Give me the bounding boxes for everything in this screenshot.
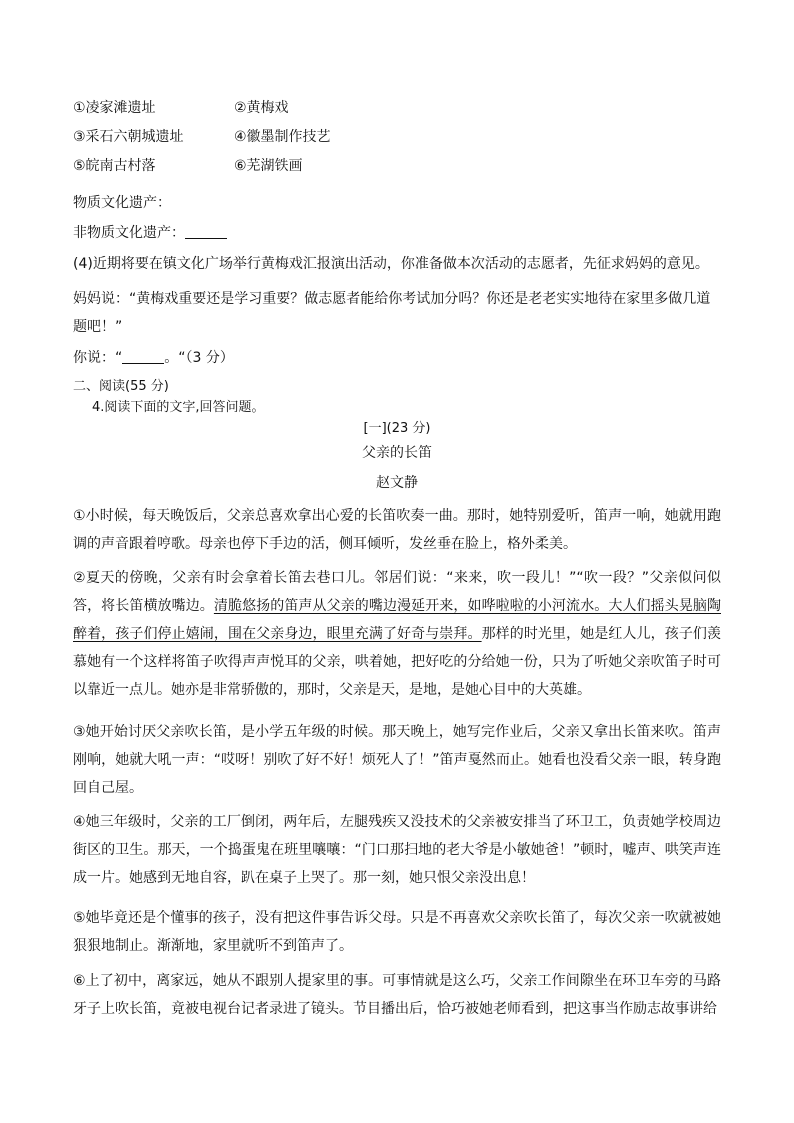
mom-quote-line-1: 妈妈说：“黄梅戏重要还是学习重要？做志愿者能给你考试加分吗？你还是老老实实地待在家里多做几道 (73, 291, 711, 307)
option-2: ②黄梅戏 (234, 100, 289, 116)
reading-instruction: 4.阅读下面的文字,回答问题。 (92, 400, 265, 415)
mom-quote-line-2: 题吧！” (73, 319, 123, 335)
your-answer-prefix: 你说：“ (73, 350, 123, 366)
option-3: ③采石六朝城遗址 (73, 129, 184, 145)
paragraph-5: ⑤她毕竟还是个懂事的孩子，没有把这件事告诉父母。只是不再喜欢父亲吹长笛了，每次父亲一吹就被她狠狠地制止。渐渐地，家里就听不到笛声了。 (73, 910, 721, 954)
paragraph-2-closing: 那样的时光里，她是红人儿，孩子们羡慕她有一个这样将笛子吹得声声悦耳的父亲，哄着她，把好吃的分给她一份，只为了听她父亲吹笛子时可以靠近一点儿。她亦是非常骄傲的，那时，父亲是天，是地，是她心目中的大英雄。 (73, 626, 721, 698)
option-4: ④徽墨制作技艺 (234, 129, 331, 145)
article-author: 赵文静 (376, 475, 418, 491)
paragraph-6: ⑥上了初中，离家远，她从不跟别人提家里的事。可事情就是这么巧，父亲工作间隙坐在环卫车旁的马路牙子上吹长笛，竟被电视台记者录进了镜头。节目播出后，恰巧被她老师看到，把这事当作励志故事讲给 (73, 973, 721, 1017)
paragraph-3: ③她开始讨厌父亲吹长笛，是小学五年级的时候。那天晚上，她写完作业后，父亲又拿出长笛来吹。笛声刚响，她就大吼一声：“哎呀！别吹了好不好！烦死人了！”笛声戛然而止。她看也没看父亲一眼，转身跑回自己屋。 (73, 724, 721, 796)
your-answer-blank[interactable] (122, 349, 164, 364)
paragraph-2-underlined-sentence: 清脆悠扬的笛声从父亲的嘴边漫延开来，如哗啦啦的小河流水。大人们摇头晃脑陶醉着，孩子们停止嬉闹，围在父亲身边，眼里充满了好奇与崇拜。 (73, 598, 721, 642)
paragraph-2 (73, 564, 721, 704)
intangible-answer-blank[interactable] (185, 224, 227, 239)
article-title: 父亲的长笛 (362, 445, 432, 461)
question-4: (4)近期将要在镇文化广场举行黄梅戏汇报演出活动，你准备做本次活动的志愿者，先征求妈妈的意见。 (73, 256, 709, 272)
option-6: ⑥芜湖铁画 (234, 158, 303, 174)
your-answer-suffix: 。“（3 分） (164, 350, 234, 366)
section-2-heading: 二、阅读(55 分) (73, 379, 169, 394)
paragraph-4: ④她三年级时，父亲的工厂倒闭，两年后，左腿残疾又没技术的父亲被安排当了环卫工，负责她学校周边街区的卫生。那天，一个捣蛋鬼在班里嚷嚷：“门口那扫地的老大爷是小敏她爸！”顿时，嘘声、哄笑声连成一片。她感到无地自容，趴在桌子上哭了。那一刻，她只恨父亲没出息！ (73, 814, 721, 886)
material-heritage-label: 物质文化遗产： (73, 195, 171, 211)
option-1: ①凌家滩遗址 (73, 100, 156, 116)
your-answer-row (73, 347, 234, 367)
paragraph-1: ①小时候，每天晚饭后，父亲总喜欢拿出心爱的长笛吹奏一曲。那时，她特别爱听，笛声一响，她就用跑调的声音跟着哼歌。母亲也停下手边的活，侧耳倾听，发丝垂在脸上，格外柔美。 (73, 508, 721, 552)
intangible-heritage-row (73, 222, 227, 242)
option-5: ⑤皖南古村落 (73, 158, 156, 174)
intangible-heritage-label: 非物质文化遗产： (73, 225, 185, 241)
part-heading: [一](23 分) (363, 421, 431, 436)
paragraph-2-opening: ②夏天的傍晚，父亲有时会拿着长笛去巷口儿。邻居们说：“来来，吹一段儿！”“吹一段？”父亲似问似答，将长笛横放嘴边。 (73, 570, 721, 614)
